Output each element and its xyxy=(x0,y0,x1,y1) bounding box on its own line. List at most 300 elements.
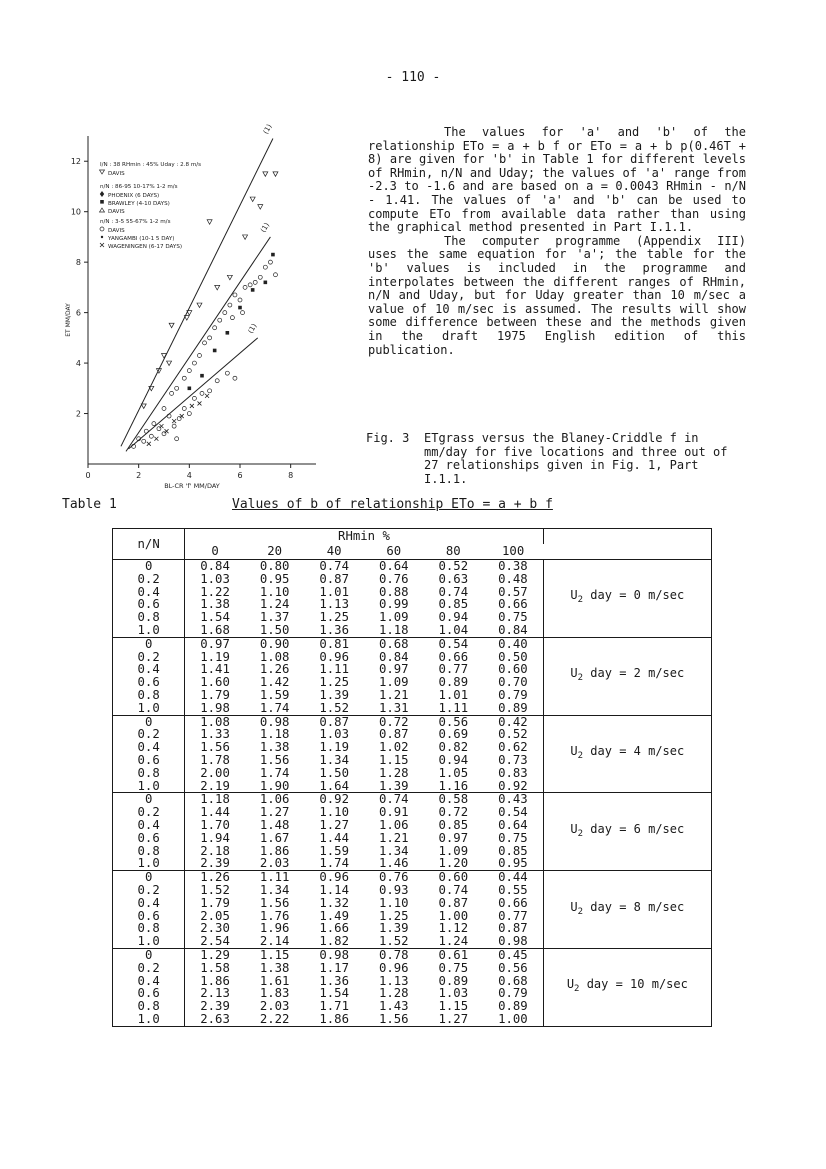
b-value-cell: 1.18 xyxy=(200,792,230,807)
n-over-N-cell: 0.6 xyxy=(113,910,185,923)
b-value-cell: 0.54 xyxy=(498,805,528,820)
regression-line-label: (1) xyxy=(246,322,259,335)
n-over-N-cell: 0.2 xyxy=(113,806,185,819)
b-value-cell: 0.64 xyxy=(378,559,409,573)
b-value-cell: 1.21 xyxy=(378,830,409,845)
b-value-cell: 1.37 xyxy=(259,610,290,625)
b-value-cell: 0.99 xyxy=(378,597,409,612)
data-point xyxy=(187,311,192,316)
data-point xyxy=(175,437,179,441)
b-value-cell: 0.79 xyxy=(498,986,528,1001)
b-value-cell: 0.95 xyxy=(483,857,543,870)
y-axis-title: ET MM/DAY xyxy=(65,303,72,337)
n-over-N-cell: 0.8 xyxy=(113,845,185,858)
b-value-cell: 0.57 xyxy=(498,584,528,599)
data-point xyxy=(154,437,158,441)
b-value-cell: 1.74 xyxy=(245,702,305,715)
b-value-cell: 1.41 xyxy=(200,662,230,677)
figure-caption-text: ETgrass versus the Blaney-Criddle f in mm/day for five locations and three out of 27 relationships given in Fig. 1, Part I.1.1. xyxy=(424,431,728,486)
b-value-cell: 0.89 xyxy=(438,675,469,690)
b-value-cell: 0.89 xyxy=(498,999,528,1014)
legend-marker xyxy=(100,208,105,212)
b-value-cell: 1.24 xyxy=(259,597,290,612)
legend-entry: PHOENIX (6 DAYS) xyxy=(108,193,160,199)
b-value-cell: 0.73 xyxy=(498,752,528,767)
x-tick-label: 0 xyxy=(85,471,91,480)
data-point xyxy=(197,401,201,405)
legend-entry: DAVIS xyxy=(108,171,125,177)
b-value-cell: 1.22 xyxy=(200,584,230,599)
regression-line-label: (1) xyxy=(259,221,272,234)
data-point xyxy=(238,306,242,310)
n-over-N-cell: 1.0 xyxy=(113,624,185,637)
b-value-cell: 1.96 xyxy=(259,921,290,936)
b-value-cell: 0.56 xyxy=(498,960,528,975)
data-point xyxy=(227,275,232,280)
b-value-cell: 1.38 xyxy=(259,960,290,975)
b-value-cell: 2.05 xyxy=(200,908,230,923)
b-value-cell: 1.52 xyxy=(364,935,424,948)
b-value-cell: 1.56 xyxy=(364,1013,424,1026)
b-value-cell: 1.28 xyxy=(378,986,409,1001)
u-subscript: 2 xyxy=(577,673,584,684)
n-over-N-cell: 0 xyxy=(113,948,185,961)
data-point xyxy=(182,406,186,410)
y-tick-label: 4 xyxy=(75,359,81,369)
u-symbol: U xyxy=(570,588,578,603)
data-point xyxy=(190,404,194,408)
data-point xyxy=(233,376,237,380)
b-value-cell: 0.52 xyxy=(438,559,469,573)
b-value-cell: 1.48 xyxy=(259,817,290,832)
wind-speed-label xyxy=(543,793,711,871)
b-value-cell: 0.76 xyxy=(378,870,409,885)
n-over-N-cell: 0.4 xyxy=(113,663,185,676)
b-value-cell: 0.98 xyxy=(319,947,349,962)
b-value-cell: 0.79 xyxy=(498,687,528,702)
b-value-cell: 0.75 xyxy=(438,960,469,975)
b-value-cell: 1.34 xyxy=(319,752,349,767)
b-value-cell: 1.60 xyxy=(200,675,230,690)
b-value-cell: 1.36 xyxy=(304,624,364,637)
data-point xyxy=(271,253,275,257)
data-point xyxy=(208,389,212,393)
b-values-table xyxy=(112,528,712,1027)
b-value-cell: 1.12 xyxy=(438,921,469,936)
b-value-cell: 0.75 xyxy=(498,830,528,845)
b-value-cell: 0.89 xyxy=(483,702,543,715)
data-point xyxy=(230,316,234,320)
b-value-cell: 0.55 xyxy=(498,882,528,897)
b-value-cell: 0.43 xyxy=(498,792,528,807)
b-value-cell: 0.44 xyxy=(498,870,528,885)
b-value-cell: 1.13 xyxy=(378,973,409,988)
b-value-cell: 1.26 xyxy=(259,662,290,677)
b-value-cell: 0.58 xyxy=(438,792,469,807)
b-value-cell: 1.42 xyxy=(259,675,290,690)
u-subscript: 2 xyxy=(577,595,584,606)
b-value-cell: 1.67 xyxy=(259,830,290,845)
legend-entry: n/N : 3-5 55-67% 1-2 m/s xyxy=(100,219,171,225)
data-point xyxy=(167,361,172,366)
b-value-cell: 1.38 xyxy=(200,597,230,612)
x-tick-label: 4 xyxy=(186,471,192,480)
data-point xyxy=(250,197,255,202)
data-point xyxy=(213,326,217,330)
legend-entry: I/N : 38 RHmin : 45% Uday : 2.8 m/s xyxy=(100,162,202,168)
b-value-cell: 0.87 xyxy=(378,727,409,742)
b-value-cell: 1.13 xyxy=(319,597,349,612)
b-value-cell: 1.25 xyxy=(378,908,409,923)
data-point xyxy=(207,220,212,225)
b-value-cell: 0.88 xyxy=(378,584,409,599)
paragraph-2: The computer programme (Appendix III) uses the same equation for 'a'; the table for the 'b' values is included in the programme and interpolates between the different ranges of RHmin, n/N and Uday, but for Uday greater than 10 m/sec a value of 10 m/sec is assumed. The results will show some difference between these and the methods given in the draft 1975 English edition of this publication. xyxy=(368,233,746,357)
data-point xyxy=(175,386,179,390)
data-point xyxy=(263,265,267,269)
b-value-cell: 2.13 xyxy=(200,986,230,1001)
data-point xyxy=(203,341,207,345)
data-point xyxy=(268,260,272,264)
b-value-cell: 0.48 xyxy=(498,571,528,586)
data-point xyxy=(251,288,255,292)
rh-value-header: 0 xyxy=(185,544,245,560)
n-over-N-cell: 0.4 xyxy=(113,586,185,599)
data-point xyxy=(215,379,219,383)
b-value-cell: 0.70 xyxy=(498,675,528,690)
y-tick-label: 10 xyxy=(70,207,81,217)
rh-value-header: 60 xyxy=(364,544,424,560)
u-symbol: U xyxy=(570,899,578,914)
b-value-cell: 1.03 xyxy=(319,727,349,742)
b-value-cell: 1.03 xyxy=(200,571,230,586)
b-value-cell: 1.01 xyxy=(319,584,349,599)
b-value-cell: 0.84 xyxy=(483,624,543,637)
data-point xyxy=(192,361,196,365)
data-point xyxy=(162,406,166,410)
b-value-cell: 1.39 xyxy=(364,780,424,793)
b-value-cell: 1.59 xyxy=(259,687,290,702)
b-value-cell: 1.15 xyxy=(438,999,469,1014)
table-row xyxy=(113,637,712,650)
b-value-cell: 1.09 xyxy=(378,610,409,625)
b-value-cell: 1.21 xyxy=(378,687,409,702)
n-over-N-cell: 0.2 xyxy=(113,573,185,586)
b-value-cell: 0.69 xyxy=(438,727,469,742)
b-value-cell: 1.34 xyxy=(259,882,290,897)
b-value-cell: 1.27 xyxy=(424,1013,484,1026)
b-value-cell: 1.06 xyxy=(378,817,409,832)
wind-speed-label xyxy=(543,871,711,949)
b-value-cell: 0.92 xyxy=(319,792,349,807)
b-value-cell: 1.02 xyxy=(378,740,409,755)
b-value-cell: 1.79 xyxy=(200,687,230,702)
b-value-cell: 0.89 xyxy=(438,973,469,988)
data-point xyxy=(192,396,196,400)
b-value-cell: 1.29 xyxy=(200,947,230,962)
b-value-cell: 1.33 xyxy=(200,727,230,742)
y-tick-label: 12 xyxy=(70,157,81,167)
legend-marker xyxy=(100,191,104,197)
b-value-cell: 1.98 xyxy=(185,702,245,715)
data-point xyxy=(141,404,146,409)
paragraph-1: The values for 'a' and 'b' of the relationship ETo = a + b f or ETo = a + b p(0.46T + 8) are given for 'b' in Table 1 for different levels of RHmin, n/N and Uday; the values of 'a' range from -2.3 to -1.6 and are based on a = 0.0043 RHmin - n/N - 1.41. The values of 'a' and 'b' can be used to compute ETo from available data rather than using the graphical method presented in Part I.1.1. xyxy=(368,125,746,235)
b-values-table-container xyxy=(112,528,712,1027)
b-value-cell: 1.09 xyxy=(438,843,469,858)
wind-speed-text: day = 8 m/sec xyxy=(583,899,685,914)
b-value-cell: 1.11 xyxy=(319,662,349,677)
b-value-cell: 1.27 xyxy=(259,805,290,820)
legend-entry: DAVIS xyxy=(108,209,125,215)
b-value-cell: 1.27 xyxy=(319,817,349,832)
wind-speed-text: day = 10 m/sec xyxy=(579,977,688,992)
data-point xyxy=(243,285,247,289)
b-value-cell: 0.80 xyxy=(259,559,290,573)
data-point xyxy=(159,424,163,428)
b-value-cell: 0.72 xyxy=(378,714,409,729)
n-over-N-cell: 1.0 xyxy=(113,780,185,793)
u-symbol: U xyxy=(570,666,578,681)
b-value-cell: 1.58 xyxy=(200,960,230,975)
n-over-N-cell: 1.0 xyxy=(113,702,185,715)
b-value-cell: 1.04 xyxy=(424,624,484,637)
b-value-cell: 1.39 xyxy=(319,687,349,702)
b-value-cell: 0.97 xyxy=(378,662,409,677)
page-number: - 110 - xyxy=(385,70,441,85)
u-subscript: 2 xyxy=(577,751,584,762)
wind-speed-text: day = 2 m/sec xyxy=(583,666,685,681)
b-value-cell: 0.74 xyxy=(438,882,469,897)
b-value-cell: 0.54 xyxy=(438,636,469,651)
x-axis-title: BL-CR 'f' MM/DAY xyxy=(164,482,220,490)
table-row xyxy=(113,793,712,806)
b-value-cell: 0.63 xyxy=(438,571,469,586)
b-value-cell: 1.44 xyxy=(319,830,349,845)
b-value-cell: 0.97 xyxy=(438,830,469,845)
b-value-cell: 1.71 xyxy=(319,999,349,1014)
b-value-cell: 0.92 xyxy=(483,780,543,793)
b-value-cell: 0.90 xyxy=(259,636,290,651)
b-value-cell: 1.05 xyxy=(438,765,469,780)
b-value-cell: 2.03 xyxy=(245,857,305,870)
n-over-N-cell: 1.0 xyxy=(113,1013,185,1026)
b-value-cell: 0.85 xyxy=(438,597,469,612)
b-value-cell: 0.56 xyxy=(438,714,469,729)
b-value-cell: 1.18 xyxy=(364,624,424,637)
b-value-cell: 0.87 xyxy=(319,714,349,729)
b-value-cell: 1.00 xyxy=(438,908,469,923)
b-value-cell: 0.87 xyxy=(319,571,349,586)
legend-marker xyxy=(101,236,103,238)
b-value-cell: 1.52 xyxy=(200,882,230,897)
figure-caption xyxy=(366,432,746,486)
b-value-cell: 0.74 xyxy=(438,584,469,599)
b-value-cell: 1.10 xyxy=(378,895,409,910)
b-value-cell: 1.61 xyxy=(259,973,290,988)
table-label: Table 1 xyxy=(62,497,117,512)
n-over-N-cell: 0 xyxy=(113,793,185,806)
legend-entry: WAGENINGEN (6-17 DAYS) xyxy=(108,244,183,250)
data-point xyxy=(241,311,245,315)
b-value-cell: 0.66 xyxy=(438,649,469,664)
b-value-cell: 0.94 xyxy=(438,752,469,767)
n-over-N-cell: 0.2 xyxy=(113,728,185,741)
b-value-cell: 1.08 xyxy=(259,649,290,664)
u-subscript: 2 xyxy=(577,828,584,839)
rh-value-header: 40 xyxy=(304,544,364,560)
legend-marker xyxy=(100,170,105,174)
b-value-cell: 0.64 xyxy=(498,817,528,832)
wind-speed-label xyxy=(543,948,711,1026)
data-point xyxy=(165,429,169,433)
b-value-cell: 1.10 xyxy=(319,805,349,820)
b-value-cell: 0.42 xyxy=(498,714,528,729)
regression-line xyxy=(126,237,270,451)
data-point xyxy=(172,424,176,428)
table-row xyxy=(113,560,712,573)
b-value-cell: 1.59 xyxy=(319,843,349,858)
b-value-cell: 0.62 xyxy=(498,740,528,755)
n-over-N-cell: 0.6 xyxy=(113,676,185,689)
b-value-cell: 0.98 xyxy=(259,714,290,729)
b-value-cell: 1.20 xyxy=(424,857,484,870)
data-point xyxy=(218,318,222,322)
b-value-cell: 0.76 xyxy=(378,571,409,586)
n-over-N-cell: 0.2 xyxy=(113,962,185,975)
b-value-cell: 2.22 xyxy=(245,1013,305,1026)
b-value-cell: 1.50 xyxy=(245,624,305,637)
data-point xyxy=(253,280,257,284)
data-point xyxy=(273,273,277,277)
b-value-cell: 0.87 xyxy=(498,921,528,936)
b-value-cell: 0.77 xyxy=(438,662,469,677)
b-value-cell: 1.34 xyxy=(378,843,409,858)
data-point xyxy=(215,285,220,290)
b-value-cell: 1.28 xyxy=(378,765,409,780)
data-point xyxy=(258,275,262,279)
b-value-cell: 0.96 xyxy=(319,870,349,885)
b-value-cell: 0.98 xyxy=(483,935,543,948)
b-value-cell: 1.76 xyxy=(259,908,290,923)
b-value-cell: 0.81 xyxy=(319,636,349,651)
b-value-cell: 1.38 xyxy=(259,740,290,755)
b-value-cell: 1.94 xyxy=(200,830,230,845)
b-value-cell: 0.96 xyxy=(319,649,349,664)
b-value-cell: 0.78 xyxy=(378,947,409,962)
b-value-cell: 1.70 xyxy=(200,817,230,832)
b-value-cell: 2.00 xyxy=(200,765,230,780)
x-tick-label: 2 xyxy=(136,471,142,480)
data-point xyxy=(197,354,201,358)
b-value-cell: 0.74 xyxy=(319,559,349,573)
b-value-cell: 1.74 xyxy=(304,857,364,870)
b-value-cell: 1.11 xyxy=(424,702,484,715)
legend-entry: n/N : 86-95 10-17% 1-2 m/s xyxy=(100,184,178,190)
b-value-cell: 0.75 xyxy=(498,610,528,625)
b-value-cell: 1.64 xyxy=(304,780,364,793)
n-over-N-cell: 0.6 xyxy=(113,754,185,767)
b-value-cell: 1.52 xyxy=(304,702,364,715)
b-value-cell: 0.93 xyxy=(378,882,409,897)
b-value-cell: 0.74 xyxy=(378,792,409,807)
n-over-N-cell: 0.4 xyxy=(113,819,185,832)
b-value-cell: 1.43 xyxy=(378,999,409,1014)
n-over-N-cell: 0.8 xyxy=(113,1000,185,1013)
u-subscript: 2 xyxy=(574,984,580,995)
data-point xyxy=(264,281,268,285)
b-value-cell: 1.18 xyxy=(259,727,290,742)
b-value-cell: 1.14 xyxy=(319,882,349,897)
b-value-cell: 1.54 xyxy=(319,986,349,1001)
regression-line-label: (1) xyxy=(261,122,274,136)
b-value-cell: 0.61 xyxy=(438,947,469,962)
b-value-cell: 1.16 xyxy=(424,780,484,793)
b-value-cell: 0.72 xyxy=(438,805,469,820)
table-row xyxy=(113,948,712,961)
row-header: n/N xyxy=(113,529,185,560)
b-value-cell: 1.36 xyxy=(319,973,349,988)
b-value-cell: 2.18 xyxy=(200,843,230,858)
b-value-cell: 0.94 xyxy=(438,610,469,625)
wind-speed-text: day = 6 m/sec xyxy=(583,821,685,836)
b-value-cell: 0.95 xyxy=(259,571,290,586)
legend-marker xyxy=(100,227,104,231)
b-value-cell: 2.39 xyxy=(200,999,230,1014)
b-value-cell: 1.25 xyxy=(319,675,349,690)
table-row xyxy=(113,715,712,728)
n-over-N-cell: 0 xyxy=(113,715,185,728)
rh-value-header: 80 xyxy=(424,544,484,560)
wind-speed-text: day = 4 m/sec xyxy=(583,744,685,759)
n-over-N-cell: 0.4 xyxy=(113,975,185,988)
data-point xyxy=(142,439,146,443)
wind-speed-text: day = 0 m/sec xyxy=(583,588,685,603)
b-value-cell: 1.15 xyxy=(259,947,290,962)
data-point xyxy=(170,391,174,395)
legend-entry: YANGAMBI (10-1 5 DAY) xyxy=(108,236,175,242)
b-value-cell: 1.56 xyxy=(259,895,290,910)
b-value-cell: 0.60 xyxy=(498,662,528,677)
b-value-cell: 0.85 xyxy=(438,817,469,832)
rh-value-header: 20 xyxy=(245,544,305,560)
n-over-N-cell: 0.6 xyxy=(113,598,185,611)
data-point xyxy=(205,394,209,398)
rh-value-header: 100 xyxy=(483,544,543,560)
b-value-cell: 0.87 xyxy=(438,895,469,910)
wind-speed-label xyxy=(543,637,711,715)
y-tick-label: 8 xyxy=(75,258,81,268)
n-over-N-cell: 0.8 xyxy=(113,922,185,935)
b-value-cell: 2.14 xyxy=(245,935,305,948)
b-value-cell: 1.19 xyxy=(200,649,230,664)
data-point xyxy=(213,349,217,353)
data-point xyxy=(169,323,174,328)
b-value-cell: 1.86 xyxy=(304,1013,364,1026)
data-point xyxy=(248,283,252,287)
data-point xyxy=(223,311,227,315)
b-value-cell: 1.25 xyxy=(319,610,349,625)
n-over-N-cell: 0.4 xyxy=(113,741,185,754)
data-point xyxy=(187,412,191,416)
b-value-cell: 1.10 xyxy=(259,584,290,599)
b-value-cell: 1.82 xyxy=(304,935,364,948)
b-value-cell: 0.97 xyxy=(200,636,230,651)
data-point xyxy=(228,303,232,307)
b-value-cell: 0.40 xyxy=(498,636,528,651)
y-tick-label: 6 xyxy=(75,308,81,318)
b-value-cell: 1.03 xyxy=(438,986,469,1001)
table-title: Values of b of relationship ETo = a + b f xyxy=(232,497,553,512)
table-body xyxy=(113,560,712,1027)
